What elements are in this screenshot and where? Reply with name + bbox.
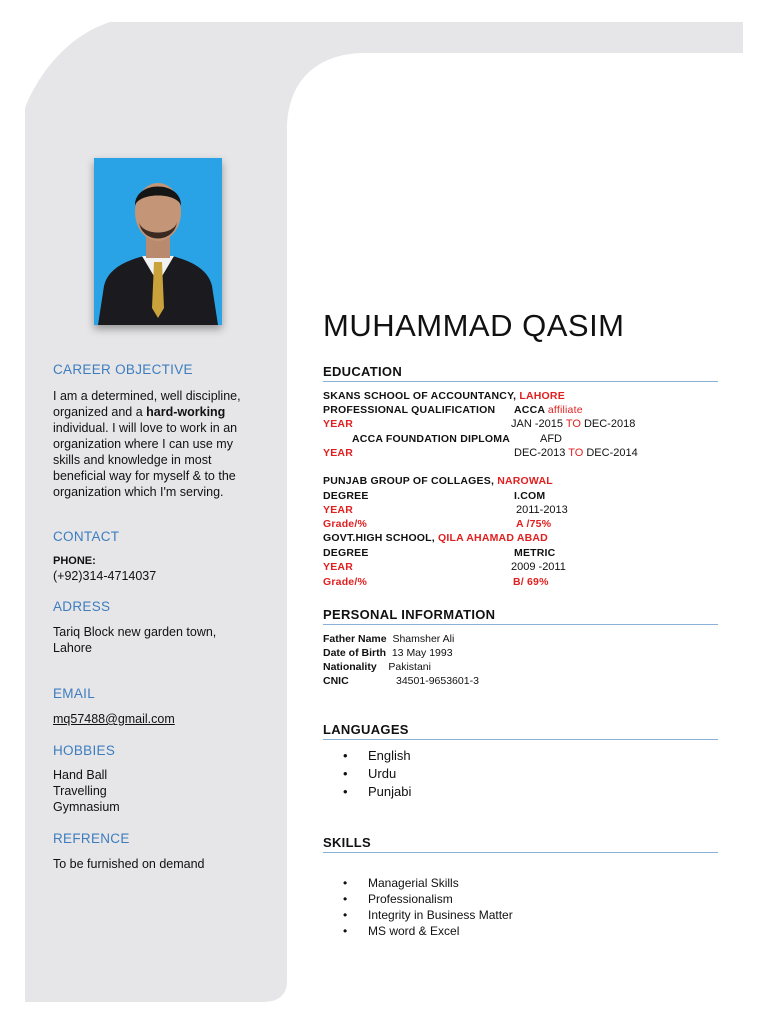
career-line: organization which I'm serving. [53, 485, 224, 499]
cnic-label: CNIC [323, 675, 349, 687]
career-line: I am a determined, well discipline, [53, 389, 241, 403]
language-item: • Urdu [343, 765, 411, 783]
year-to: TO [568, 447, 584, 459]
school-city: LAHORE [519, 390, 565, 402]
grade-label: Grade/% [323, 518, 367, 530]
career-line: beneficial way for myself & to the [53, 469, 236, 483]
email-heading: EMAIL [53, 686, 96, 701]
person-portrait-icon [94, 158, 222, 325]
school-city: NAROWAL [497, 475, 553, 487]
degree-label: DEGREE [323, 547, 369, 559]
languages-heading: LANGUAGES [323, 722, 409, 737]
reference-heading: REFRENCE [53, 831, 130, 846]
nationality-label: Nationality [323, 661, 377, 673]
father-name-row [323, 633, 454, 645]
year-label: YEAR [323, 504, 353, 516]
dob-label: Date of Birth [323, 647, 386, 659]
phone-label: PHONE: [53, 555, 96, 567]
section-divider [323, 381, 718, 382]
dob-value: 13 May 1993 [391, 647, 453, 659]
reference-text: To be furnished on demand [53, 857, 205, 871]
career-line: organization where I can use my [53, 437, 233, 451]
cnic-row [323, 675, 479, 687]
year-to: TO [565, 418, 581, 430]
year-text: DEC-2014 [583, 447, 638, 459]
grade-label: Grade/% [323, 576, 367, 588]
skill-item: • Professionalism [343, 891, 513, 907]
language-item: • Punjabi [343, 783, 411, 801]
school3-name [323, 532, 548, 544]
degree-value: METRIC [514, 547, 556, 559]
hobbies-heading: HOBBIES [53, 743, 116, 758]
contact-heading: CONTACT [53, 529, 120, 544]
section-divider [323, 624, 718, 625]
grade-value: A /75% [516, 518, 552, 530]
school2-name [323, 475, 553, 487]
section-divider [323, 852, 718, 853]
school-text: GOVT.HIGH SCHOOL, [323, 532, 439, 544]
personal-info-heading: PERSONAL INFORMATION [323, 607, 496, 622]
year-text: DEC-2018 [580, 418, 636, 430]
address-text [53, 624, 216, 656]
nationality-row [323, 661, 431, 673]
career-text: organized and a [53, 405, 147, 419]
career-line: individual. I will love to work in an [53, 421, 238, 435]
skill-item: • Managerial Skills [343, 875, 513, 891]
pq-label: PROFESSIONAL QUALIFICATION [323, 404, 496, 416]
degree-value: I.COM [514, 490, 546, 502]
hobby-item: Hand Ball [53, 768, 108, 782]
education-heading: EDUCATION [323, 364, 403, 379]
school-text: PUNJAB GROUP OF COLLAGES, [323, 475, 498, 487]
skill-item: • MS word & Excel [343, 923, 513, 939]
language-item: • English [343, 747, 411, 765]
profile-photo [94, 158, 222, 325]
year-text: DEC-2013 [514, 447, 569, 459]
school1-name [323, 390, 565, 402]
year-value: 2011-2013 [516, 504, 568, 516]
father-name-value: Shamsher Ali [392, 633, 455, 645]
year-value [514, 447, 638, 459]
year-label: YEAR [323, 418, 353, 430]
skills-heading: SKILLS [323, 835, 372, 850]
cnic-value: 34501-9653601-3 [396, 675, 479, 687]
father-name-label: Father Name [323, 633, 387, 645]
career-objective-text [53, 388, 241, 500]
languages-list [343, 747, 411, 801]
address-line: Tariq Block new garden town, [53, 625, 217, 639]
year-value [511, 418, 635, 430]
career-line [53, 404, 241, 420]
career-objective-heading: CAREER OBJECTIVE [53, 362, 193, 377]
address-heading: ADRESS [53, 599, 111, 614]
section-divider [323, 739, 718, 740]
pq-value [514, 404, 583, 416]
year-label: YEAR [323, 561, 353, 573]
skills-list [343, 875, 513, 939]
school-city: QILA AHAMAD ABAD [438, 532, 548, 544]
afd-label: ACCA FOUNDATION DIPLOMA [352, 433, 511, 445]
hobby-item: Gymnasium [53, 800, 120, 814]
hobbies-list [53, 767, 120, 815]
pq-text: ACCA [514, 404, 548, 416]
year-text: JAN -2015 [511, 418, 566, 430]
email-link[interactable]: mq57488@gmail.com [53, 712, 175, 726]
skill-item: • Integrity in Business Matter [343, 907, 513, 923]
dob-row [323, 647, 453, 659]
hobby-item: Travelling [53, 784, 107, 798]
pq-affiliate: affiliate [547, 404, 583, 416]
school-text: SKANS SCHOOL OF ACCOUNTANCY, [323, 390, 520, 402]
phone-value: (+92)314-4714037 [53, 569, 157, 583]
nationality-value: Pakistani [388, 661, 431, 673]
afd-value: AFD [540, 433, 562, 445]
year-label: YEAR [323, 447, 353, 459]
candidate-name: MUHAMMAD QASIM [323, 308, 625, 343]
year-value: 2009 -2011 [511, 561, 566, 573]
career-line: skills and knowledge in most [53, 453, 212, 467]
address-line: Lahore [53, 641, 92, 655]
grade-value: B/ 69% [513, 576, 549, 588]
degree-label: DEGREE [323, 490, 369, 502]
career-bold-text: hard-working [146, 405, 226, 419]
